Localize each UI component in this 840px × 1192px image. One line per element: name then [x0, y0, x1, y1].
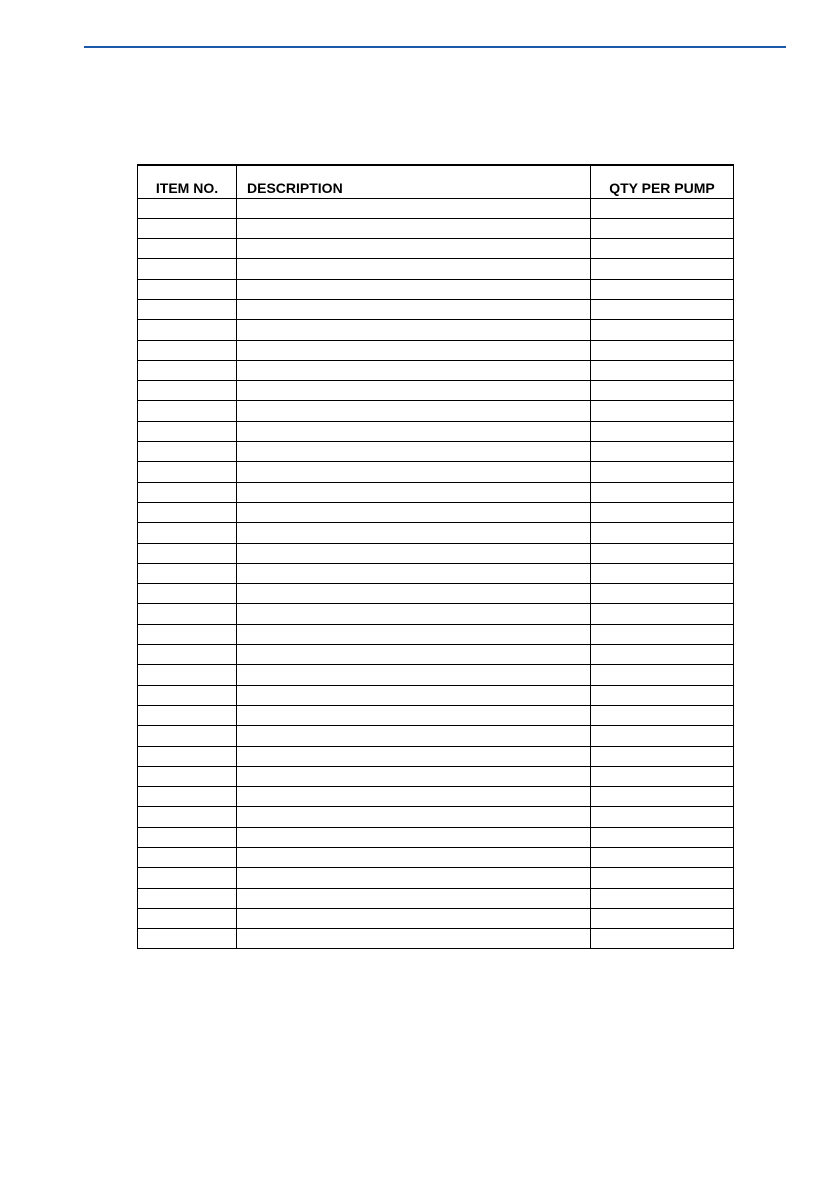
item-no-cell: [138, 929, 237, 949]
description-cell: [237, 360, 591, 380]
qty-cell: [591, 705, 734, 725]
qty-cell: [591, 218, 734, 238]
qty-cell: [591, 665, 734, 685]
item-no-cell: [138, 563, 237, 583]
table-row: [138, 421, 734, 441]
item-no-cell: [138, 848, 237, 868]
table-row: [138, 665, 734, 685]
description-cell: [237, 705, 591, 725]
description-cell: [237, 239, 591, 259]
table-row: [138, 746, 734, 766]
qty-cell: [591, 827, 734, 847]
qty-cell: [591, 624, 734, 644]
item-no-cell: [138, 381, 237, 401]
item-no-cell: [138, 502, 237, 522]
table-row: [138, 502, 734, 522]
item-no-cell: [138, 299, 237, 319]
table-row: [138, 685, 734, 705]
description-cell: [237, 198, 591, 218]
description-cell: [237, 563, 591, 583]
item-no-cell: [138, 218, 237, 238]
qty-cell: [591, 502, 734, 522]
item-no-cell: [138, 685, 237, 705]
item-no-cell: [138, 766, 237, 786]
item-no-cell: [138, 279, 237, 299]
description-cell: [237, 381, 591, 401]
item-no-cell: [138, 401, 237, 421]
table-row: [138, 908, 734, 928]
description-cell: [237, 908, 591, 928]
description-cell: [237, 502, 591, 522]
table-body: [138, 198, 734, 949]
qty-cell: [591, 868, 734, 888]
description-cell: [237, 746, 591, 766]
item-no-cell: [138, 645, 237, 665]
qty-cell: [591, 523, 734, 543]
table-row: [138, 584, 734, 604]
table-row: [138, 543, 734, 563]
column-header-qty-per-pump: QTY PER PUMP: [591, 165, 734, 198]
description-cell: [237, 726, 591, 746]
item-no-cell: [138, 908, 237, 928]
table-row: [138, 462, 734, 482]
description-cell: [237, 421, 591, 441]
table-row: [138, 401, 734, 421]
table-row: [138, 787, 734, 807]
qty-cell: [591, 604, 734, 624]
item-no-cell: [138, 320, 237, 340]
description-cell: [237, 868, 591, 888]
qty-cell: [591, 462, 734, 482]
table-row: [138, 604, 734, 624]
qty-cell: [591, 381, 734, 401]
description-cell: [237, 888, 591, 908]
qty-cell: [591, 645, 734, 665]
item-no-cell: [138, 888, 237, 908]
item-no-cell: [138, 726, 237, 746]
description-cell: [237, 320, 591, 340]
table-row: [138, 624, 734, 644]
item-no-cell: [138, 705, 237, 725]
item-no-cell: [138, 259, 237, 279]
item-no-cell: [138, 787, 237, 807]
description-cell: [237, 340, 591, 360]
item-no-cell: [138, 523, 237, 543]
item-no-cell: [138, 868, 237, 888]
qty-cell: [591, 807, 734, 827]
table-row: [138, 807, 734, 827]
description-cell: [237, 299, 591, 319]
table-row: [138, 645, 734, 665]
qty-cell: [591, 584, 734, 604]
qty-cell: [591, 787, 734, 807]
table-row: [138, 198, 734, 218]
qty-cell: [591, 543, 734, 563]
description-cell: [237, 543, 591, 563]
table-row: [138, 442, 734, 462]
description-cell: [237, 279, 591, 299]
table-row: [138, 705, 734, 725]
item-no-cell: [138, 827, 237, 847]
table-row: [138, 360, 734, 380]
qty-cell: [591, 259, 734, 279]
description-cell: [237, 523, 591, 543]
table-row: [138, 766, 734, 786]
description-cell: [237, 624, 591, 644]
item-no-cell: [138, 624, 237, 644]
table-row: [138, 888, 734, 908]
qty-cell: [591, 766, 734, 786]
table-row: [138, 320, 734, 340]
table-row: [138, 523, 734, 543]
description-cell: [237, 929, 591, 949]
table-row: [138, 239, 734, 259]
qty-cell: [591, 279, 734, 299]
description-cell: [237, 462, 591, 482]
description-cell: [237, 766, 591, 786]
description-cell: [237, 645, 591, 665]
qty-cell: [591, 340, 734, 360]
qty-cell: [591, 726, 734, 746]
qty-cell: [591, 239, 734, 259]
column-header-item-no: ITEM NO.: [138, 165, 237, 198]
qty-cell: [591, 401, 734, 421]
qty-cell: [591, 908, 734, 928]
qty-cell: [591, 563, 734, 583]
description-cell: [237, 665, 591, 685]
table-row: [138, 848, 734, 868]
qty-cell: [591, 685, 734, 705]
table-header-row: [138, 165, 734, 198]
table-row: [138, 381, 734, 401]
qty-cell: [591, 746, 734, 766]
item-no-cell: [138, 665, 237, 685]
qty-cell: [591, 320, 734, 340]
qty-cell: [591, 360, 734, 380]
item-no-cell: [138, 807, 237, 827]
description-cell: [237, 218, 591, 238]
table-row: [138, 563, 734, 583]
qty-cell: [591, 442, 734, 462]
description-cell: [237, 442, 591, 462]
table-row: [138, 299, 734, 319]
parts-list-table: [137, 164, 734, 949]
qty-cell: [591, 421, 734, 441]
table-row: [138, 868, 734, 888]
item-no-cell: [138, 360, 237, 380]
description-cell: [237, 807, 591, 827]
qty-cell: [591, 299, 734, 319]
description-cell: [237, 787, 591, 807]
item-no-cell: [138, 482, 237, 502]
description-cell: [237, 401, 591, 421]
qty-cell: [591, 848, 734, 868]
item-no-cell: [138, 421, 237, 441]
qty-cell: [591, 929, 734, 949]
description-cell: [237, 827, 591, 847]
item-no-cell: [138, 462, 237, 482]
qty-cell: [591, 888, 734, 908]
item-no-cell: [138, 543, 237, 563]
description-cell: [237, 482, 591, 502]
item-no-cell: [138, 239, 237, 259]
item-no-cell: [138, 604, 237, 624]
table-row: [138, 726, 734, 746]
item-no-cell: [138, 340, 237, 360]
table-row: [138, 929, 734, 949]
description-cell: [237, 685, 591, 705]
table-row: [138, 827, 734, 847]
table-row: [138, 482, 734, 502]
column-header-description: DESCRIPTION: [237, 165, 591, 198]
description-cell: [237, 848, 591, 868]
qty-cell: [591, 482, 734, 502]
description-cell: [237, 584, 591, 604]
item-no-cell: [138, 746, 237, 766]
item-no-cell: [138, 198, 237, 218]
description-cell: [237, 259, 591, 279]
qty-cell: [591, 198, 734, 218]
table-row: [138, 218, 734, 238]
table-row: [138, 340, 734, 360]
item-no-cell: [138, 442, 237, 462]
header-rule: [84, 46, 786, 48]
table-row: [138, 279, 734, 299]
item-no-cell: [138, 584, 237, 604]
table-row: [138, 259, 734, 279]
description-cell: [237, 604, 591, 624]
